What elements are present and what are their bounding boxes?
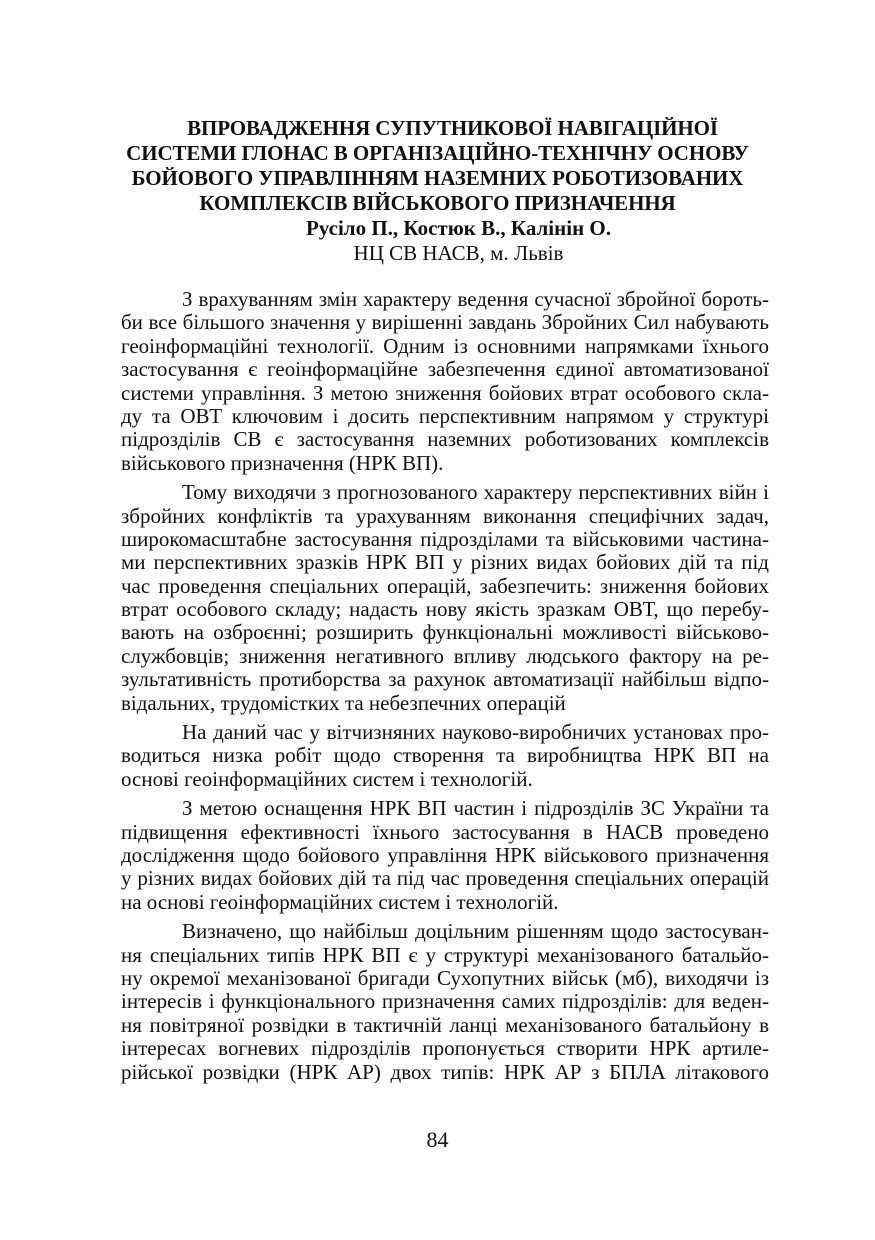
paragraph-line: би все більшого значення у вирішенні завдань Збройних Сил набувають bbox=[121, 311, 769, 335]
title-line: ВПРОВАДЖЕННЯ СУПУТНИКОВОЇ НАВІГАЦІЙНОЇ bbox=[187, 116, 718, 140]
paragraph-line: службовців; зниження негативного впливу людського фактору на ре- bbox=[121, 644, 769, 668]
paragraph-line: системи управління. З метою зниження бойових втрат особового скла- bbox=[121, 381, 769, 405]
paragraph-line: рійської розвідки (НРК АР) двох типів: НРК АР з БПЛА літакового bbox=[121, 1060, 769, 1084]
body-text bbox=[121, 288, 769, 1084]
authors: Русіло П., Костюк В., Калінін О. bbox=[305, 216, 612, 240]
paragraph bbox=[121, 288, 769, 475]
paragraph-line: інтересів і функціонального призначення самих підрозділів: для веден- bbox=[121, 990, 769, 1014]
paragraph-line: На даний час у вітчизняних науково-виробничих установах про- bbox=[182, 721, 769, 745]
paragraph-line: підвищення ефективності їхнього застосування в НАСВ проведено bbox=[121, 820, 769, 844]
paragraph-line: зультативність протиборства за рахунок автоматизації найбільш відпо- bbox=[121, 668, 769, 692]
paragraph-line: Визначено, що найбільш доцільним рішенням щодо застосуван- bbox=[182, 920, 769, 944]
paragraph-line: ня повітряної розвідки в тактичній ланці механізованого батальйону в bbox=[121, 1013, 769, 1037]
paragraph-line: військового призначення (НРК ВП). bbox=[121, 451, 444, 475]
paragraph-line: геоінформаційні технології. Одним із основними напрямками їхнього bbox=[121, 334, 769, 358]
paragraph-line: ну окремої механізованої бригади Сухопутних військ (мб), виходячи із bbox=[121, 966, 769, 990]
page-number: 84 bbox=[426, 1127, 449, 1152]
paragraph-line: ду та ОВТ ключовим і досить перспективним напрямом у структурі bbox=[121, 404, 769, 428]
paragraph-line: широкомасштабне застосування підрозділами та військовими частина- bbox=[121, 527, 769, 551]
paragraph-line: ми перспективних зразків НРК ВП у різних видах бойових дій та під bbox=[121, 551, 769, 575]
paragraph-line: відальних, трудомістких та небезпечних операцій bbox=[121, 691, 566, 715]
title-line: СИСТЕМИ ГЛОНАС В ОРГАНІЗАЦІЙНО-ТЕХНІЧНУ ОСНОВУ bbox=[126, 141, 749, 165]
title-line: КОМПЛЕКСІВ ВІЙСЬКОВОГО ПРИЗНАЧЕННЯ bbox=[199, 191, 676, 215]
paragraph-line: З метою оснащення НРК ВП частин і підрозділів ЗС України та bbox=[182, 797, 769, 821]
paragraph-line: водиться низка робіт щодо створення та виробництва НРК ВП на bbox=[121, 744, 769, 768]
paragraph-line: інтересах вогневих підрозділів пропонується створити НРК артиле- bbox=[121, 1037, 769, 1061]
paragraph-line: час проведення спеціальних операцій, забезпечить: зниження бойових bbox=[121, 574, 769, 598]
paragraph-line: ня спеціальних типів НРК ВП є у структурі механізованого батальйо- bbox=[121, 943, 769, 967]
title-block bbox=[112, 116, 763, 266]
paragraph-line: на основі геоінформаційних систем і технологій. bbox=[121, 890, 559, 914]
title-line: БОЙОВОГО УПРАВЛІННЯМ НАЗЕМНИХ РОБОТИЗОВАНИХ bbox=[131, 166, 744, 190]
paragraph-line: застосування є геоінформаційне забезпечення єдиної автоматизованої bbox=[121, 358, 769, 382]
paragraph-line: дослідження щодо бойового управління НРК військового призначення bbox=[121, 843, 769, 867]
paragraph-line: у різних видах бойових дій та під час проведення спеціальних операцій bbox=[121, 867, 769, 891]
paragraph bbox=[121, 481, 769, 715]
paragraph-line: підрозділів СВ є застосування наземних роботизованих комплексів bbox=[121, 428, 769, 452]
paragraph-line: Тому виходячи з прогнозованого характеру перспективних війн і bbox=[182, 481, 769, 505]
paragraph bbox=[121, 721, 769, 791]
paragraph-line: З врахуванням змін характеру ведення сучасної збройної бороть- bbox=[182, 288, 769, 311]
paragraph-line: збройних конфліктів та урахуванням виконання специфічних задач, bbox=[121, 504, 769, 528]
paragraph-line: основі геоінформаційних систем і технологій. bbox=[121, 767, 533, 791]
paragraph bbox=[121, 797, 769, 914]
affiliation: НЦ СВ НАСВ, м. Львів bbox=[353, 241, 564, 265]
paragraph-line: втрат особового складу; надасть нову якість зразкам ОВТ, що перебу- bbox=[121, 598, 769, 622]
paragraph-line: вають на озброєнні; розширить функціональні можливості військово- bbox=[121, 621, 769, 645]
paragraph bbox=[121, 920, 769, 1084]
